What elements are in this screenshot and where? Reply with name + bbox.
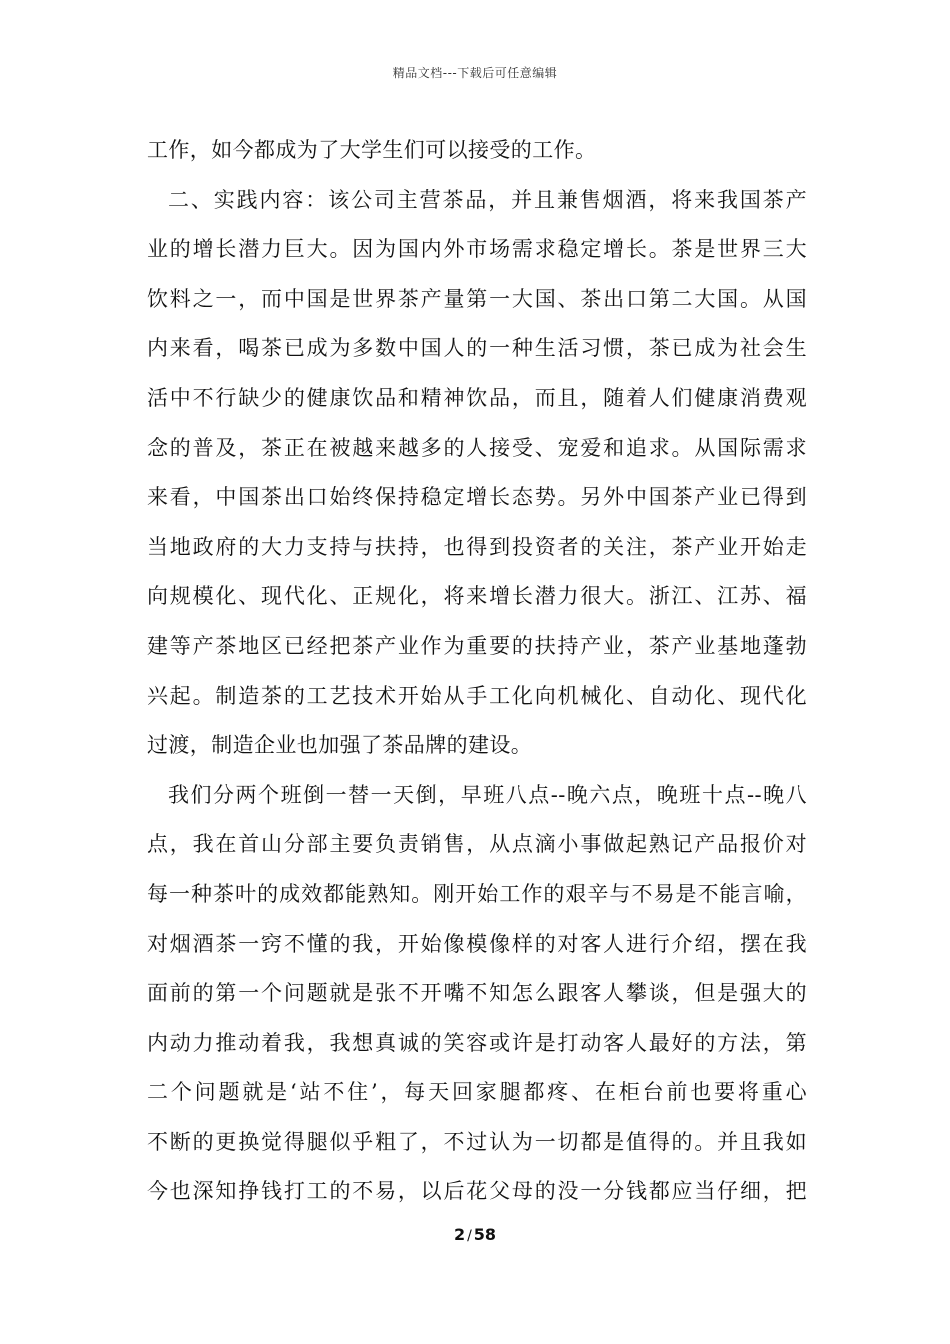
text-line: 不断的更换觉得腿似乎粗了，不过认为一切都是值得的。并且我如 xyxy=(147,1129,807,1154)
text-line: 每一种茶叶的成效都能熟知。刚开始工作的艰辛与不易是不能言喻， xyxy=(147,881,807,906)
page-separator: / xyxy=(467,1228,472,1244)
document-body xyxy=(147,126,807,1217)
text-line: 来看，中国茶出口始终保持稳定增长态势。另外中国茶产业已得到 xyxy=(147,485,807,510)
text-line: 二、实践内容：该公司主营茶品，并且兼售烟酒，将来我国茶产 xyxy=(168,187,807,212)
text-line: 饮料之一，而中国是世界茶产量第一大国、茶出口第二大国。从国 xyxy=(147,286,807,311)
text-line: 对烟酒茶一窍不懂的我，开始像模像样的对客人进行介绍，摆在我 xyxy=(147,931,807,956)
current-page: 2 xyxy=(453,1225,466,1244)
text-line: 业的增长潜力巨大。因为国内外市场需求稳定增长。茶是世界三大 xyxy=(147,237,807,262)
text-line: 点，我在首山分部主要负责销售，从点滴小事做起熟记产品报价对 xyxy=(147,832,807,857)
text-line: 二个问题就是‘站不住’，每天回家腿都疼、在柜台前也要将重心 xyxy=(147,1080,807,1105)
text-line: 内动力推动着我，我想真诚的笑容或许是打动客人最好的方法，第 xyxy=(147,1030,807,1055)
text-line: 兴起。制造茶的工艺技术开始从手工化向机械化、自动化、现代化 xyxy=(147,683,807,708)
text-line: 向规模化、现代化、正规化，将来增长潜力很大。浙江、江苏、福 xyxy=(147,584,807,609)
text-line: 工作，如今都成为了大学生们可以接受的工作。 xyxy=(147,138,597,162)
text-line: 内来看，喝茶已成为多数中国人的一种生活习惯，茶已成为社会生 xyxy=(147,336,807,361)
text-line: 今也深知挣钱打工的不易，以后花父母的没一分钱都应当仔细，把 xyxy=(147,1179,807,1204)
total-pages: 58 xyxy=(473,1225,497,1244)
page-header: 精品文档---下载后可任意编辑 xyxy=(392,66,558,80)
text-line: 建等产茶地区已经把茶产业作为重要的扶持产业，茶产业基地蓬勃 xyxy=(147,633,807,658)
text-line: 面前的第一个问题就是张不开嘴不知怎么跟客人攀谈，但是强大的 xyxy=(147,981,807,1006)
text-line: 我们分两个班倒一替一天倒，早班八点--晚六点，晚班十点--晚八 xyxy=(168,782,807,807)
text-line: 活中不行缺少的健康饮品和精神饮品，而且，随着人们健康消费观 xyxy=(147,385,807,410)
text-line: 过渡，制造企业也加强了茶品牌的建设。 xyxy=(147,733,533,758)
text-line: 当地政府的大力支持与扶持，也得到投资者的关注，茶产业开始走 xyxy=(147,534,807,559)
page-number xyxy=(0,1225,950,1244)
text-line: 念的普及，茶正在被越来越多的人接受、宠爱和追求。从国际需求 xyxy=(147,435,807,460)
